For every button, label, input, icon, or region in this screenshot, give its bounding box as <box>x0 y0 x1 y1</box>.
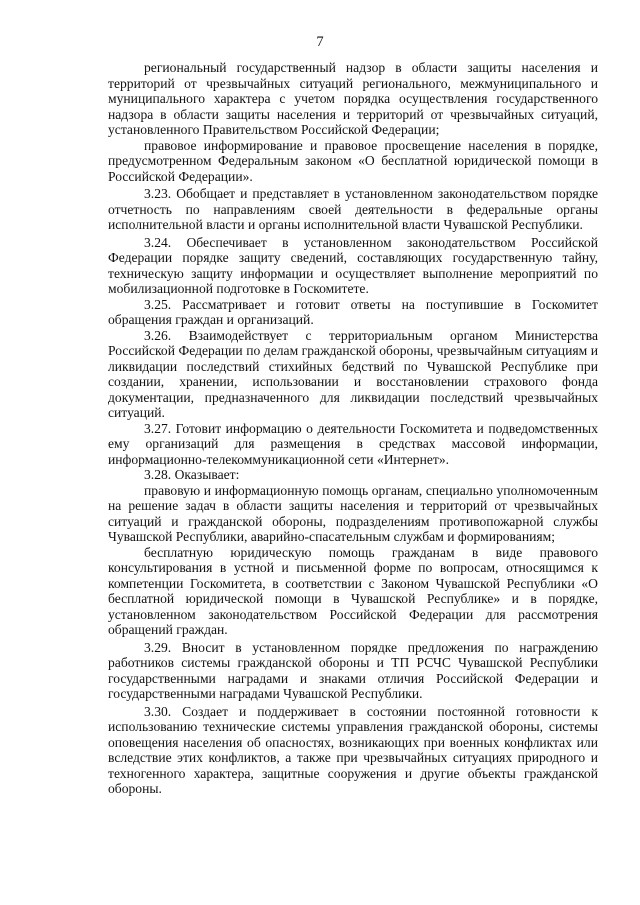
paragraph-3-24: 3.24. Обеспечивает в установленном законодательством Российской Федерации порядке защиту сведений, составляющих государственную тайну, техническую защиту информации и осуществляет выполнение мероприятий по мобилизационной подготовке в Госкомитете. <box>108 234 598 296</box>
document-body <box>108 60 598 797</box>
paragraph-legal-informing: правовое информирование и правовое просвещение населения в порядке, предусмотренном Федеральным законом «О бесплатной юридической помощи в Российской Федерации». <box>108 137 598 184</box>
paragraph-legal-info-help: правовую и информационную помощь органам, специально уполномоченным на решение задач в области защиты населения и территорий от чрезвычайных ситуаций и гражданской обороны, подразделениям противопожарной службы Чувашской Республики, аварийно-спасательным службам и формированиям; <box>108 482 598 544</box>
page-number: 7 <box>316 34 324 50</box>
paragraph-3-28: 3.28. Оказывает: <box>144 467 240 482</box>
paragraph-regional-supervision: региональный государственный надзор в области защиты населения и территорий от чрезвычайных ситуаций регионального, межмуниципального и муниципального характера с учетом порядка осуществления государственного надзора в области защиты населения и территорий от чрезвычайных ситуаций, установленного Правительством Российской Федерации; <box>108 60 598 137</box>
paragraph-3-30: 3.30. Создает и поддерживает в состоянии постоянной готовности к использованию технические системы управления гражданской обороны, системы оповещения населения об опасностях, возникающих при военных конфликтах или вследствие этих конфликтов, а также при чрезвычайных ситуациях природного и техногенного характера, защитные сооружения и другие объекты гражданской обороны. <box>108 703 598 796</box>
paragraph-3-29: 3.29. Вносит в установленном порядке предложения по награждению работников системы гражданской обороны и ТП РСЧС Чувашской Республики государственными наградами и знаками отличия Российской Федерации и государственными наградами Чувашской Республики. <box>108 639 598 701</box>
paragraph-free-legal-help: бесплатную юридическую помощь гражданам в виде правового консультирования в устной и письменной форме по вопросам, относящимся к компетенции Госкомитета, в соответствии с Законом Чувашской Республики «О бесплатной юридической помощи в Чувашской Республике» и в порядке, установленном законодательством Российской Федерации для рассмотрения обращений граждан. <box>108 544 598 637</box>
paragraph-3-27: 3.27. Готовит информацию о деятельности Госкомитета и подведомственных ему организаций для размещения в средствах массовой информации, информационно-телекоммуникационной сети «Интернет». <box>108 420 598 467</box>
paragraph-3-23: 3.23. Обобщает и представляет в установленном законодательством порядке отчетность по направлениям своей деятельности в федеральные органы исполнительной власти и органы исполнительной власти Чувашской Республики. <box>108 186 598 232</box>
paragraph-3-25: 3.25. Рассматривает и готовит ответы на поступившие в Госкомитет обращения граждан и организаций. <box>108 296 598 327</box>
paragraph-3-26: 3.26. Взаимодействует с территориальным органом Министерства Российской Федерации по делам гражданской обороны, чрезвычайным ситуациям и ликвидации последствий стихийных бедствий по Чувашской Республике при создании, хранении, использовании и восстановлении страхового фонда документации, предназначенного для ликвидации последствий чрезвычайных ситуаций. <box>108 327 598 420</box>
